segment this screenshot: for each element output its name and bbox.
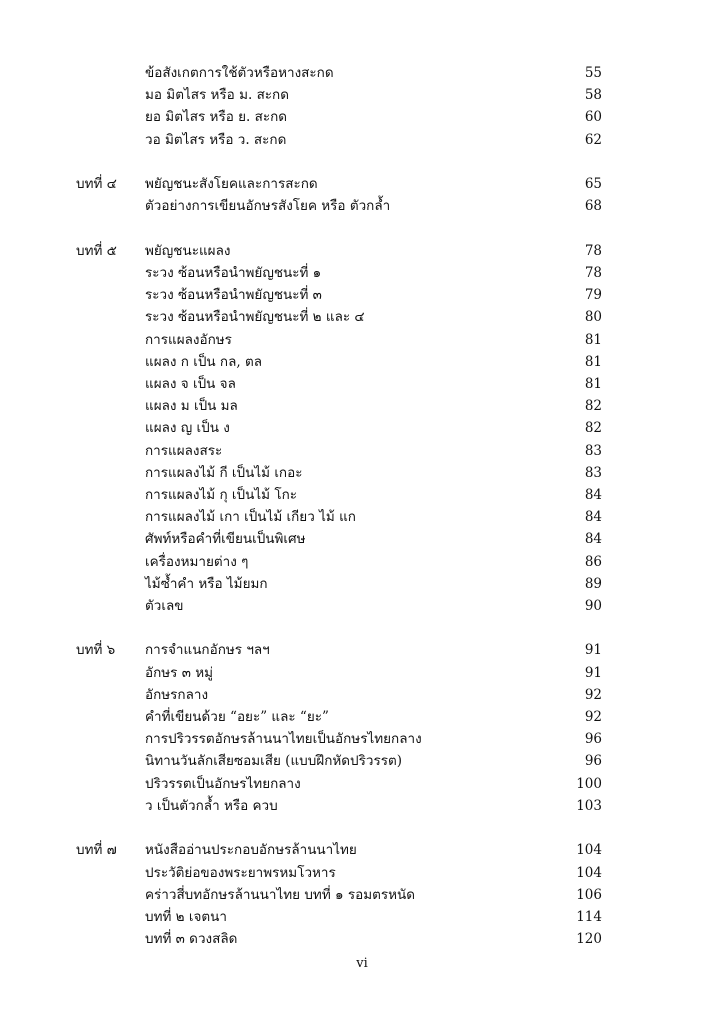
toc-entry <box>0 484 724 506</box>
entry-page-number: 91 <box>584 642 602 659</box>
entry-page-number: 90 <box>584 597 602 614</box>
chapter-label: บทที่ ๔ <box>76 176 117 193</box>
entry-page-number: 92 <box>584 709 602 726</box>
entry-title: ว เป็นตัวกล้ำ หรือ ควบ <box>145 797 278 814</box>
toc-entry <box>0 728 724 750</box>
entry-title: หนังสืออ่านประกอบอักษรล้านนาไทย <box>145 842 357 859</box>
entry-title: คร่าวสี่บทอักษรล้านนาไทย บทที่ ๑ รอมตรหนัด <box>145 886 416 903</box>
toc-chapter-group <box>0 639 724 817</box>
entry-page-number: 79 <box>584 287 602 304</box>
entry-title: การแผลงไม้ กุ เป็นไม้ โกะ <box>145 486 297 503</box>
entry-page-number: 91 <box>584 664 602 681</box>
toc-entry <box>0 62 724 84</box>
entry-page-number: 78 <box>584 242 602 259</box>
toc-entry <box>0 462 724 484</box>
entry-title: นิทานวันลักเสียซอมเสีย (แบบฝึกหัดปริวรรต) <box>145 753 402 770</box>
entry-page-number: 96 <box>584 731 602 748</box>
entry-title: การแผลงไม้ เกา เป็นไม้ เกียว ไม้ แก <box>145 509 356 526</box>
entry-title: ระวง ซ้อนหรือนำพยัญชนะที่ ๒ และ ๔ <box>145 309 365 326</box>
entry-title: พยัญชนะแผลง <box>145 242 231 259</box>
toc-entry <box>0 262 724 284</box>
toc-entry <box>0 195 724 217</box>
entry-page-number: 92 <box>584 686 602 703</box>
entry-page-number: 81 <box>584 376 602 393</box>
entry-title: ระวง ซ้อนหรือนำพยัญชนะที่ ๑ <box>145 265 322 282</box>
toc-entry <box>0 750 724 772</box>
entry-title: ไม้ซ้ำคำ หรือ ไม้ยมก <box>145 575 268 592</box>
entry-page-number: 81 <box>584 331 602 348</box>
entry-title: การแผลงอักษร <box>145 331 232 348</box>
entry-title: แผลง ม เป็น มล <box>145 398 238 415</box>
entry-title: ศัพท์หรือคำที่เขียนเป็นพิเศษ <box>145 531 306 548</box>
entry-page-number: 104 <box>576 842 602 859</box>
entry-title: การแผลงไม้ กี เป็นไม้ เกอะ <box>145 464 303 481</box>
toc-entry <box>0 928 724 950</box>
toc-entry <box>0 284 724 306</box>
entry-page-number: 83 <box>584 442 602 459</box>
toc-entry <box>0 440 724 462</box>
toc-entry <box>0 795 724 817</box>
entry-page-number: 83 <box>584 464 602 481</box>
toc-entry <box>0 395 724 417</box>
section-spacer <box>0 151 724 173</box>
entry-page-number: 103 <box>576 797 602 814</box>
toc-entry <box>0 662 724 684</box>
entry-page-number: 84 <box>584 509 602 526</box>
toc-entry <box>0 573 724 595</box>
toc-entry <box>0 240 724 262</box>
toc-entry <box>0 839 724 861</box>
entry-title: ตัวอย่างการเขียนอักษรสังโยค หรือ ตัวกล้ำ <box>145 198 391 215</box>
entry-page-number: 82 <box>584 420 602 437</box>
entry-page-number: 55 <box>584 65 602 81</box>
toc-chapter-group <box>0 839 724 950</box>
entry-title: พยัญชนะสังโยคและการสะกด <box>145 176 318 193</box>
entry-title: บทที่ ๒ เจตนา <box>145 908 227 925</box>
toc-entry <box>0 551 724 573</box>
entry-title: แผลง ก เป็น กล, ตล <box>145 353 263 370</box>
section-spacer <box>0 817 724 839</box>
toc-entry <box>0 106 724 128</box>
toc-entry <box>0 84 724 106</box>
entry-page-number: 106 <box>576 886 602 903</box>
entry-title: มอ มิตไสร หรือ ม. สะกด <box>145 87 289 104</box>
entry-title: ยอ มิตไสร หรือ ย. สะกด <box>145 109 288 126</box>
toc-entry <box>0 706 724 728</box>
toc-entry <box>0 506 724 528</box>
entry-title: การปริวรรตอักษรล้านนาไทยเป็นอักษรไทยกลาง <box>145 731 422 748</box>
table-of-contents <box>0 62 724 950</box>
toc-entry <box>0 351 724 373</box>
toc-entry <box>0 862 724 884</box>
entry-title: วอ มิตไสร หรือ ว. สะกด <box>145 131 287 148</box>
entry-title: ประวัติย่อของพระยาพรหมโวหาร <box>145 864 336 881</box>
toc-chapter-group <box>0 173 724 217</box>
entry-page-number: 58 <box>584 87 602 104</box>
entry-page-number: 114 <box>576 908 602 925</box>
toc-entry <box>0 639 724 661</box>
toc-entry <box>0 595 724 617</box>
toc-entry <box>0 417 724 439</box>
page-number-footer: vi <box>356 956 368 971</box>
entry-page-number: 89 <box>584 575 602 592</box>
entry-title: อักษรกลาง <box>145 686 209 703</box>
section-spacer <box>0 617 724 639</box>
toc-entry <box>0 906 724 928</box>
entry-page-number: 120 <box>576 931 602 948</box>
entry-page-number: 100 <box>576 775 602 792</box>
entry-page-number: 86 <box>584 553 602 570</box>
chapter-label: บทที่ ๖ <box>76 642 116 659</box>
entry-title: ปริวรรตเป็นอักษรไทยกลาง <box>145 775 301 792</box>
chapter-label: บทที่ ๗ <box>76 842 117 859</box>
chapter-label: บทที่ ๕ <box>76 242 117 259</box>
toc-entry <box>0 773 724 795</box>
entry-page-number: 84 <box>584 531 602 548</box>
entry-page-number: 81 <box>584 353 602 370</box>
toc-entry <box>0 373 724 395</box>
entry-title: ตัวเลข <box>145 597 184 614</box>
entry-page-number: 78 <box>584 265 602 282</box>
entry-page-number: 82 <box>584 398 602 415</box>
section-spacer <box>0 218 724 240</box>
toc-chapter-group <box>0 240 724 617</box>
entry-title: แผลง จ เป็น จล <box>145 376 236 393</box>
entry-title: แผลง ญ เป็น ง <box>145 420 230 437</box>
entry-page-number: 84 <box>584 486 602 503</box>
toc-entry <box>0 173 724 195</box>
toc-entry <box>0 528 724 550</box>
entry-page-number: 65 <box>584 176 602 193</box>
toc-entry <box>0 884 724 906</box>
entry-page-number: 96 <box>584 753 602 770</box>
toc-chapter-group <box>0 62 724 151</box>
entry-title: ข้อสังเกตการใช้ตัวหรือหางสะกด <box>145 65 334 81</box>
entry-title: คำที่เขียนด้วย “อยะ” และ “ยะ” <box>145 709 329 726</box>
entry-page-number: 80 <box>584 309 602 326</box>
toc-entry <box>0 329 724 351</box>
entry-title: อักษร ๓ หมู่ <box>145 664 214 681</box>
entry-title: การแผลงสระ <box>145 442 223 459</box>
entry-title: บทที่ ๓ ดวงสลิด <box>145 931 238 948</box>
toc-entry <box>0 129 724 151</box>
entry-title: ระวง ซ้อนหรือนำพยัญชนะที่ ๓ <box>145 287 322 304</box>
entry-page-number: 68 <box>584 198 602 215</box>
entry-page-number: 62 <box>584 131 602 148</box>
entry-page-number: 60 <box>584 109 602 126</box>
toc-entry <box>0 684 724 706</box>
entry-title: การจำแนกอักษร ฯลฯ <box>145 642 270 659</box>
entry-page-number: 104 <box>576 864 602 881</box>
entry-title: เครื่องหมายต่าง ๆ <box>145 553 249 570</box>
toc-entry <box>0 306 724 328</box>
